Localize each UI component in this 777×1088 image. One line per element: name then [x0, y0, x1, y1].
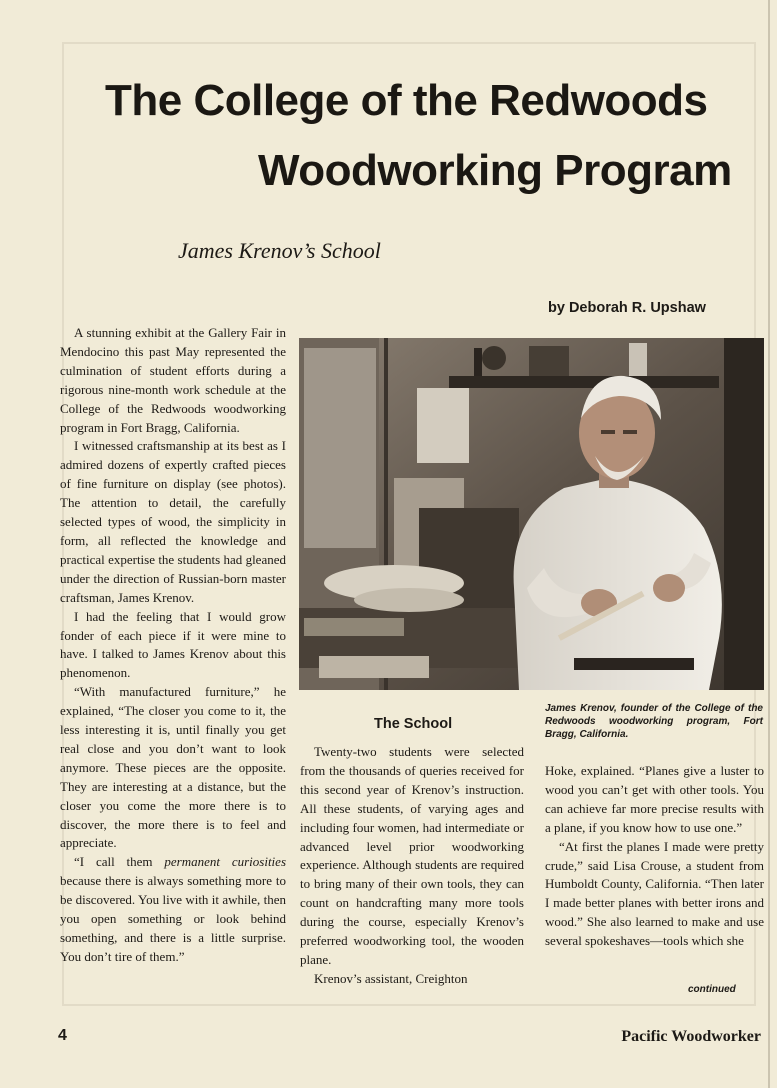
paragraph: Twenty-two students were selected from the thousands of queries received for this second year of Krenov’s instruction. All these students, of varying ages and including four women, had intermediate or advanced level prior woodworking experience. Although students are required to bring many of their own tools, they can count on handcrafting many more tools during the course, especially Krenov’s preferred woodworking tool, the wooden plane. [300, 744, 524, 967]
paragraph: A stunning exhibit at the Gallery Fair in Mendocino this past May represented the culmination of student efforts during a rigorous nine-month work schedule at the College of the Redwoods woodworking program in Fort Bragg, California. [60, 325, 286, 435]
byline: by Deborah R. Upshaw [548, 300, 706, 316]
paragraph: Hoke, explained. “Planes give a luster to wood you can’t get with other tools. You can achieve far more precise results with a plane, if you know how to use one.” [545, 763, 764, 835]
paragraph [60, 853, 286, 966]
photo-illustration [299, 338, 764, 690]
column-1 [60, 324, 286, 967]
paragraph: Krenov’s assistant, Creighton [314, 970, 468, 986]
page-number: 4 [58, 1027, 67, 1044]
article-title-line1: The College of the Redwoods [105, 76, 708, 125]
paragraph: “At first the planes I made were pretty crude,” said Lisa Crouse, a student from Humboldt County, California. “Then later I made better planes with better irons and wood.” She also learned to make and use several spokeshaves—tools which she [545, 838, 764, 949]
paragraph: “With manufactured furniture,” he explained, “The closer you come to it, the less interesting it is, until finally you get real close and you don’t want to look anymore. These pieces are the opposite. They are interesting at a distance, but the closer you come the more there is to discover, the more there is to feel and appreciate. [60, 684, 286, 851]
emphasis-permanent-curiosities: permanent curiosities [164, 854, 286, 870]
continued-label: continued [688, 984, 736, 995]
publication-name: Pacific Woodworker [621, 1028, 761, 1045]
quote-start: “I call them [74, 854, 165, 870]
column-3 [545, 762, 764, 951]
paragraph: I witnessed craftsmanship at its best as I admired dozens of expertly crafted pieces of fine furniture on display (see photos). The attention to detail, the carefully selected types of wood, the simplicity in form, all reflected the knowledge and practical expertise the students had gleaned under the direction of Russian-born master craftsman, James Krenov. [60, 438, 286, 605]
quote-end: because there is always something more to be discovered. You live with it awhile, then you open something or look behind something, and there is a little surprise. You don’t tire of them.” [60, 873, 286, 964]
photo-caption: James Krenov, founder of the College of the Redwoods woodworking program, Fort Bragg, California. [545, 703, 763, 740]
paragraph: I had the feeling that I would grow fonder of each piece if it were mine to have. I talked to James Krenov about this phenomenon. [60, 608, 286, 681]
column-2 [300, 743, 524, 989]
section-heading: The School [374, 716, 453, 732]
page-edge-line [768, 0, 770, 1088]
photograph-workshop-icon [299, 338, 764, 690]
article-subtitle: James Krenov’s School [178, 238, 381, 263]
article-title-line2: Woodworking Program [258, 146, 732, 195]
